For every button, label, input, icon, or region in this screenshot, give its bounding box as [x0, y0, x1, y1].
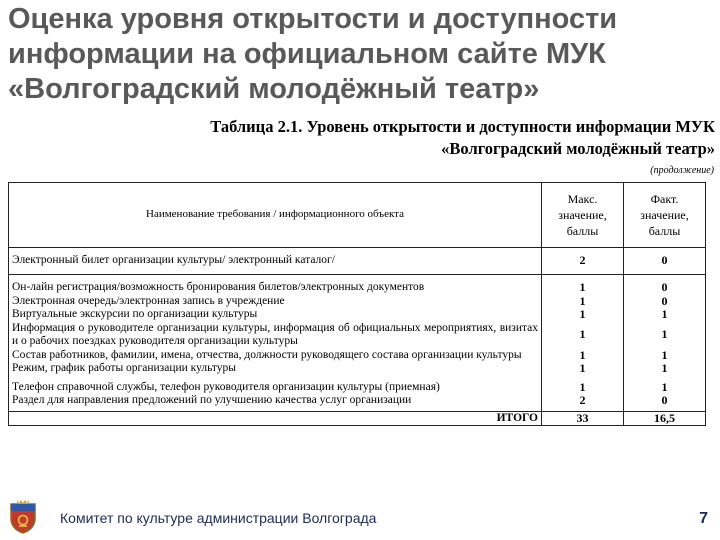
row-name: Раздел для направления предложений по улучшению качества услуг организации [9, 394, 542, 411]
row-fact: 0 [624, 248, 706, 275]
row-fact: 0 [624, 275, 706, 295]
row-max: 1 [542, 322, 624, 349]
row-max: 1 [542, 376, 624, 395]
table-row [9, 394, 706, 411]
total-fact: 16,5 [624, 411, 706, 426]
row-name: Информация о руководителе организации культуры, информация об официальных мероприятиях, визитах и о рабочих поездках руководителя организации культуры [9, 322, 542, 349]
row-name: Режим, график работы организации культуры [9, 362, 542, 376]
table-row [9, 275, 706, 295]
table-row [9, 295, 706, 309]
row-max: 1 [542, 349, 624, 363]
row-fact: 0 [624, 295, 706, 309]
continued-note: (продолжение) [650, 165, 714, 176]
table-caption-line2: «Волгоградский молодёжный театр» [441, 139, 715, 158]
slide-title: Оценка уровня открытости и доступности информации на официальном сайте МУК «Волгоградский молодёжный театр» [8, 3, 618, 105]
row-fact: 1 [624, 362, 706, 376]
row-max: 2 [542, 248, 624, 275]
row-max: 1 [542, 275, 624, 295]
row-fact: 1 [624, 349, 706, 363]
table-caption [60, 116, 715, 160]
row-name: Телефон справочной службы, телефон руководителя организации культуры (приемная) [9, 376, 542, 395]
total-row [9, 411, 706, 426]
row-fact: 1 [624, 308, 706, 322]
table-row [9, 248, 706, 275]
row-max: 1 [542, 362, 624, 376]
row-name: Электронный билет организации культуры/ электронный каталог/ [9, 248, 542, 275]
table-header-row [9, 183, 706, 248]
total-label: ИТОГО [9, 411, 542, 426]
row-fact: 1 [624, 322, 706, 349]
table-row [9, 362, 706, 376]
requirements-table [8, 182, 706, 426]
row-name: Состав работников, фамилии, имена, отчества, должности руководящего состава организации культуры [9, 349, 542, 363]
row-fact: 0 [624, 394, 706, 411]
table-caption-line1: Таблица 2.1. Уровень открытости и доступности информации МУК [210, 117, 715, 136]
row-max: 2 [542, 394, 624, 411]
header-name: Наименование требования / информационного объекта [9, 183, 542, 248]
page-number: 7 [699, 510, 708, 527]
table-row [9, 349, 706, 363]
table-row [9, 322, 706, 349]
row-name: Электронная очередь/электронная запись в учреждение [9, 295, 542, 309]
volgograd-coat-of-arms-icon [8, 498, 38, 534]
row-max: 1 [542, 308, 624, 322]
row-name: Виртуальные экскурсии по организации культуры [9, 308, 542, 322]
table-row [9, 308, 706, 322]
table-row [9, 376, 706, 395]
footer-organization: Комитет по культуре администрации Волгограда [60, 510, 377, 526]
row-fact: 1 [624, 376, 706, 395]
row-name: Он-лайн регистрация/возможность бронирования билетов/электронных документов [9, 275, 542, 295]
total-max: 33 [542, 411, 624, 426]
header-fact: Факт. значение, баллы [624, 183, 706, 248]
header-max: Макс. значение, баллы [542, 183, 624, 248]
row-max: 1 [542, 295, 624, 309]
